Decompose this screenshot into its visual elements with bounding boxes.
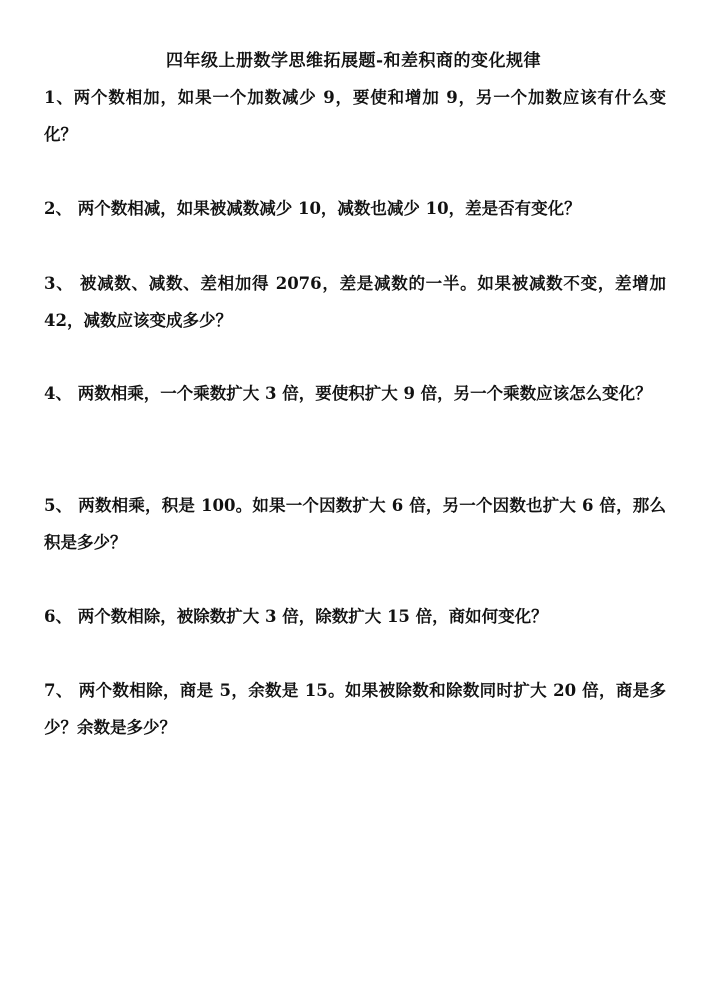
question-1: 1、两个数相加，如果一个加数减少 9，要使和增加 9，另一个加数应该有什么变化？ [44, 88, 666, 144]
question-5: 5、 两数相乘，积是 100。如果一个因数扩大 6 倍，另一个因数也扩大 6 倍，那么积是多少？ [44, 496, 666, 552]
question-6: 6、 两个数相除，被除数扩大 3 倍，除数扩大 15 倍，商如何变化？ [44, 607, 548, 626]
page-title: 四年级上册数学思维拓展题-和差积商的变化规律 [165, 51, 542, 71]
question-3: 3、 被减数、减数、差相加得 2076，差是减数的一半。如果被减数不变，差增加 42，减数应该变成多少？ [44, 274, 666, 330]
question-4: 4、 两数相乘，一个乘数扩大 3 倍，要使积扩大 9 倍，另一个乘数应该怎么变化？ [44, 384, 652, 403]
question-2: 2、 两个数相减，如果被减数减少 10，减数也减少 10，差是否有变化？ [44, 199, 581, 218]
question-7: 7、 两个数相除，商是 5，余数是 15。如果被除数和除数同时扩大 20 倍，商是多少？余数是多少？ [44, 681, 666, 737]
